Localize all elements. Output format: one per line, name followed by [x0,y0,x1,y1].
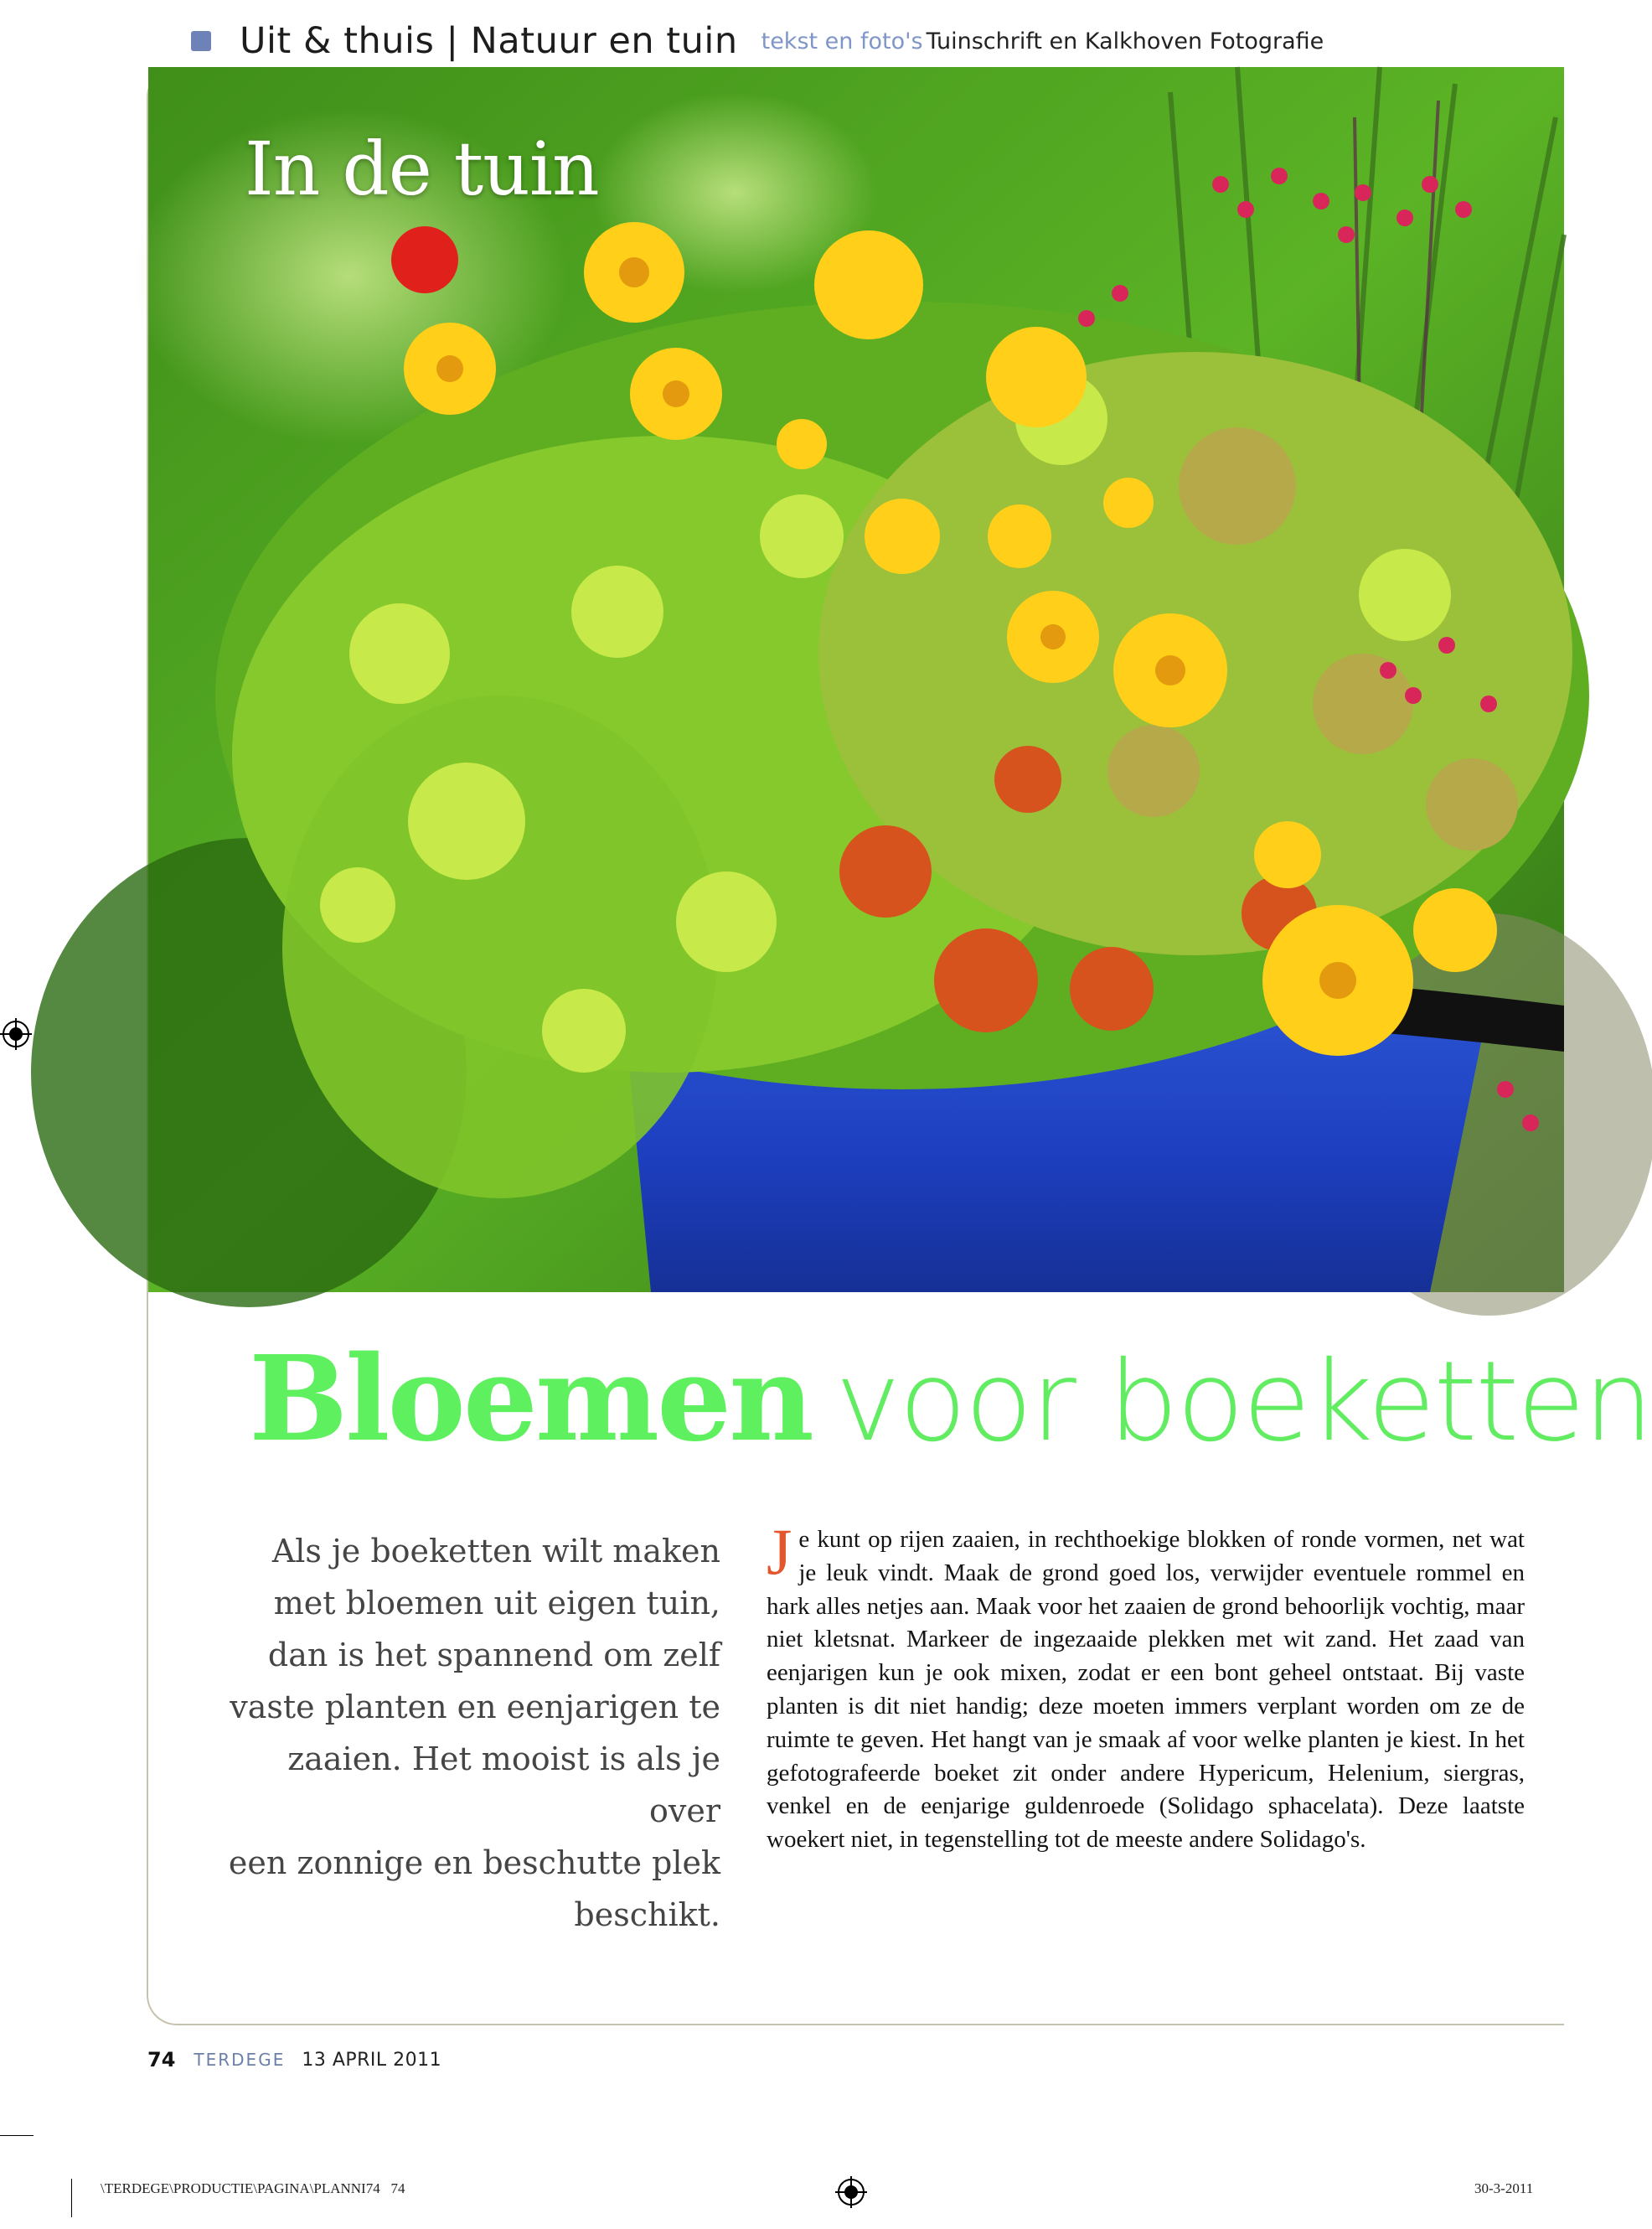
intro-paragraph [226,1525,720,1941]
slug-path [101,2180,405,2197]
credit-prefix: tekst en foto's [761,28,923,54]
intro-line: vaste planten en eenjarigen te [230,1689,720,1725]
section-label: Uit & thuis | Natuur en tuin [240,20,738,62]
photo-title: In de tuin [245,126,599,212]
section-header [191,12,1324,70]
intro-line: dan is het spannend om zelf [267,1637,720,1673]
credit-name: Tuinschrift en Kalkhoven Fotografie [926,28,1324,54]
publication-date: 13 APRIL 2011 [302,2049,442,2071]
photo-illustration [148,67,1564,1292]
headline-bold: Bloemen [249,1331,812,1468]
page-number: 74 [147,2048,176,2071]
slug-path-text: \TERDEGE\PRODUCTIE\PAGINA\PLANNI74 [101,2180,380,2196]
intro-line: beschikt. [574,1896,720,1933]
intro-line: een zonnige en beschutte plek [228,1844,720,1881]
body-paragraph: e kunt op rijen zaaien, in rechthoekige blokken of ronde vormen, net wat je leuk vindt. Maak de grond goed los, verwijder eventuele rommel en hark alles netjes aan. Maak voor het zaaien de grond behoorlijk vochtig, maar niet kletsnat. Markeer de ingezaaide plekken met wit zand. Het zaad van eenjarigen kun je ook mixen, zodat er een bont geheel ontstaat. Bij vaste planten is dit niet handig; deze moeten immers verplant worden om ze de ruimte te geven. Het hangt van je smaak af voor welke planten je kiest. In het gefotografeerde boeket zit onder andere Hypericum, Helenium, siergras, venkel en de eenjarige guldenroede (Solidago sphacelata). Deze laatste woekert niet, in tegenstelling tot de meeste andere Solidago's. [767,1526,1525,1854]
trim-mark [0,2135,34,2136]
slug-date: 30-3-2011 [1474,2180,1534,2196]
intro-line: met bloemen uit eigen tuin, [273,1585,720,1621]
magazine-name: TERDEGE [194,2050,286,2070]
body-text [767,1515,1525,1857]
registration-mark-icon [835,2176,867,2208]
intro-line: Als je boeketten wilt maken [271,1533,720,1570]
slug-page: 74 [390,2180,405,2196]
trim-mark [71,2179,72,2217]
drop-cap: J [767,1515,792,1588]
intro-line: zaaien. Het mooist is als je over [287,1740,720,1829]
square-bullet-icon [191,31,211,51]
headline [249,1331,1652,1468]
page-footer [147,2043,441,2076]
registration-mark-icon [0,1018,32,1050]
headline-light: voor boeketten [834,1337,1652,1466]
flower-bouquet-photo [148,67,1564,1292]
